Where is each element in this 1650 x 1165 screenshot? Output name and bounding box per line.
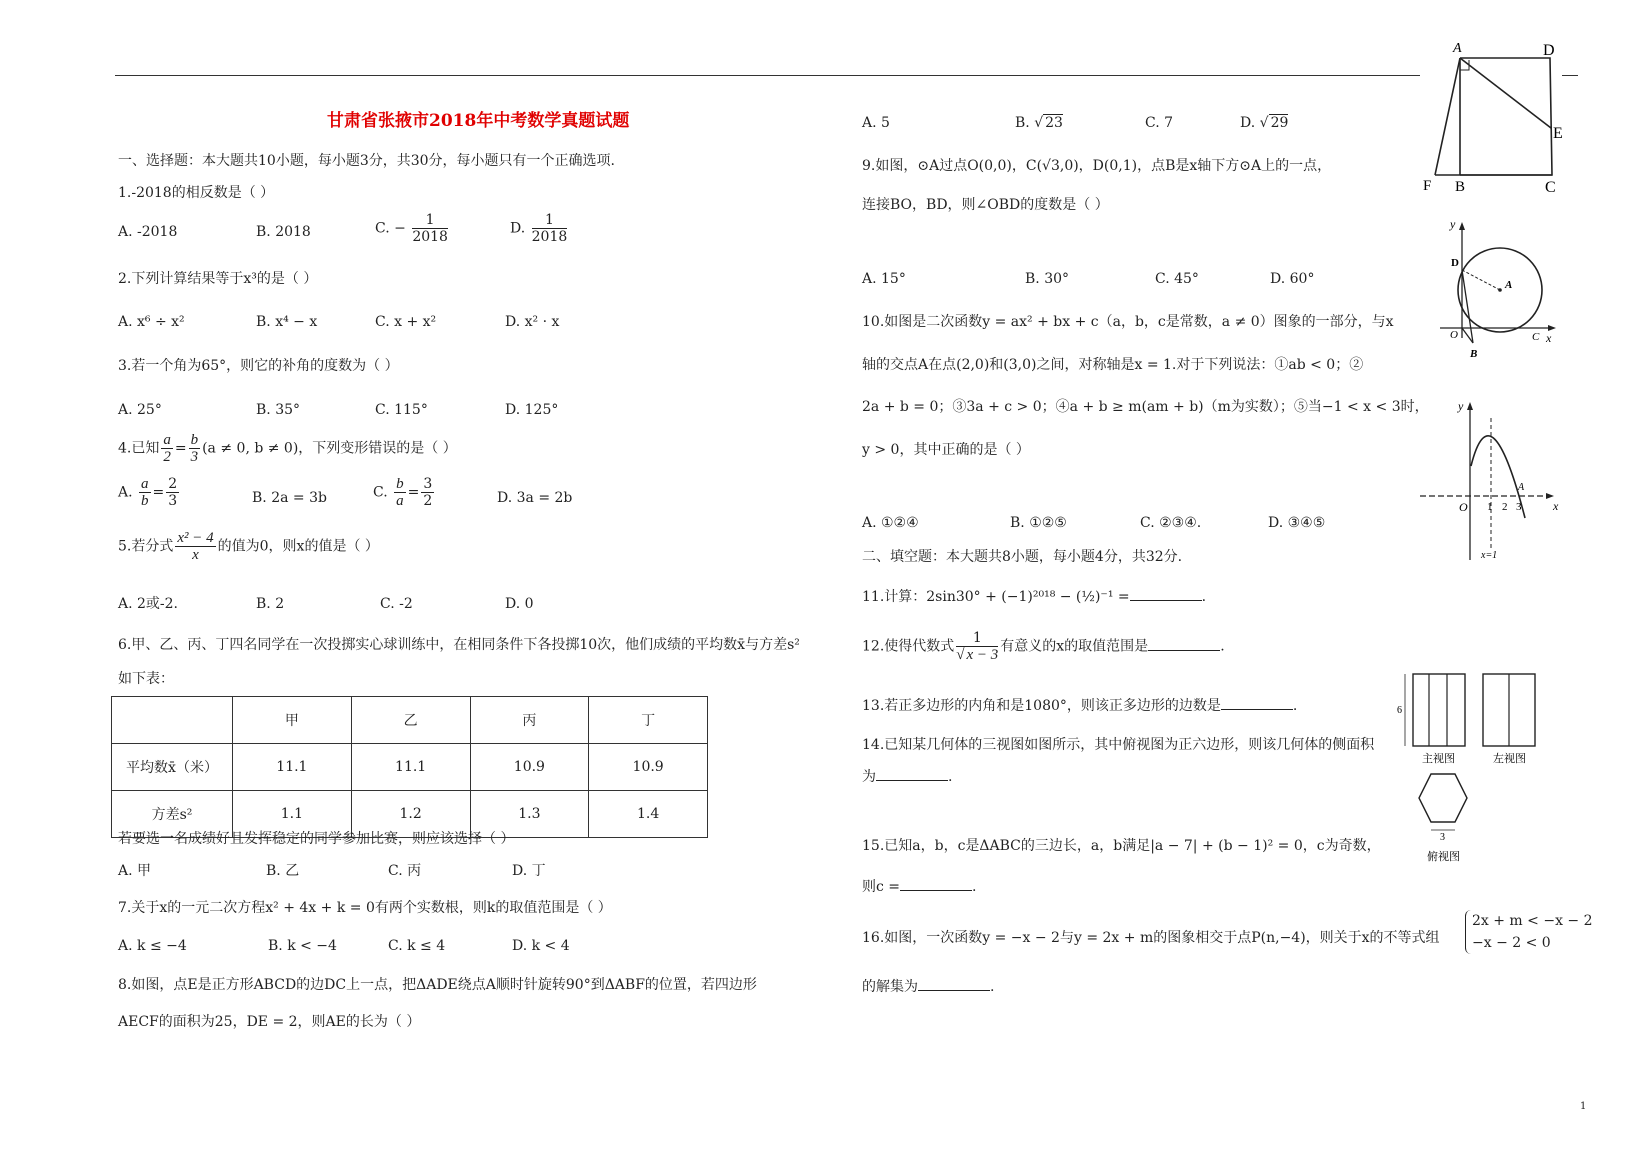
q2-option-c: C. x + x²	[375, 314, 437, 330]
q6-option-d: D. 丁	[512, 863, 546, 879]
fig9-label-x: x	[1546, 331, 1552, 345]
fig14-width-label: 3	[1440, 832, 1445, 843]
q1-option-b: B. 2018	[256, 224, 311, 240]
table-cell: 11.1	[233, 744, 352, 791]
page-title: 甘肃省张掖市2018年中考数学真题试题	[327, 111, 630, 131]
q8-d-label: D.	[1240, 115, 1256, 131]
fig9-label-y: y	[1450, 218, 1456, 231]
q6-stem1: 6.甲、乙、丙、丁四名同学在一次投掷实心球训练中，在相同条件下各投掷10次，他们成绩的平均数x̄与方差s²	[118, 637, 800, 653]
q9-option-c: C. 45°	[1155, 271, 1199, 287]
q13-line	[862, 697, 1297, 715]
q16-sys1: 2x + m < −x − 2	[1472, 913, 1593, 929]
fig9-label-b: B	[1470, 348, 1478, 358]
table-header-cell: 丙	[470, 697, 589, 744]
q12-end: .	[1220, 638, 1225, 655]
table-cell: 10.9	[470, 744, 589, 791]
fig10-label-3: 3	[1516, 501, 1522, 513]
q6-option-b: B. 乙	[266, 863, 300, 879]
fig9-circle-diagram	[1420, 218, 1560, 358]
table-header-cell: 丁	[589, 697, 708, 744]
q15-stem2: 则c =	[862, 879, 901, 895]
q1-stem: 1.-2018的相反数是（ ）	[118, 185, 275, 201]
q2-stem: 2.下列计算结果等于x³的是（ ）	[118, 271, 318, 287]
fig10-label-x: x	[1553, 499, 1559, 513]
q2-option-d: D. x² · x	[505, 314, 560, 330]
q10-option-b: B. ①②⑤	[1010, 515, 1067, 531]
q10-stem2: 轴的交点A在点(2,0)和(3,0)之间，对称轴是x = 1.对于下列说法：①ab < 0；②	[862, 357, 1364, 373]
q1-option-c: C. − $\frac{1}{2018}$	[375, 212, 448, 245]
q9-option-d: D. 60°	[1270, 271, 1315, 287]
table-header-cell	[112, 697, 233, 744]
fig8-label-f: F	[1423, 178, 1432, 194]
q4-stem-pre: 4.已知	[118, 440, 160, 457]
q8-stem1: 8.如图，点E是正方形ABCD的边DC上一点，把ΔADE绕点A顺时针旋转90°到ΔABF的位置，若四边形	[118, 977, 757, 993]
q7-stem: 7.关于x的一元二次方程x² + 4x + k = 0有两个实数根，则k的取值范围是（ ）	[118, 900, 612, 916]
q5-option-c: C. -2	[380, 596, 413, 612]
q15-line2	[862, 878, 976, 896]
q3-option-a: A. 25°	[118, 402, 162, 418]
q1-option-a: A. -2018	[118, 224, 178, 240]
q8-stem2: AECF的面积为25，DE = 2，则AE的长为（ ）	[118, 1014, 421, 1030]
q5-stem-pre: 5.若分式	[118, 538, 174, 555]
q8-option-b: B. √ 23	[1015, 115, 1063, 131]
q7-option-b: B. k < −4	[268, 938, 337, 954]
table-cell: 1.3	[470, 791, 589, 838]
q15-stem1: 15.已知a，b，c是ΔABC的三边长，a，b满足|a − 7| + (b − 1)² = 0，c为奇数，	[862, 838, 1381, 854]
q16-stem1: 16.如图，一次函数y = −x − 2与y = 2x + m的图象相交于点P(n,−4)，则关于x的不等式组	[862, 930, 1440, 946]
table-header-cell: 乙	[351, 697, 470, 744]
q10-option-a: A. ①②④	[862, 515, 919, 531]
q10-stem3: 2a + b = 0；③3a + c > 0；④a + b ≥ m(am + b)（m为实数）；⑤当−1 < x < 3时，	[862, 399, 1429, 415]
fig8-square-diagram	[1415, 38, 1570, 198]
q9-stem1: 9.如图，⊙A过点O(0,0)，C(√3,0)，D(0,1)，点B是x轴下方⊙A上的一点，	[862, 158, 1332, 174]
q13-blank	[1221, 697, 1293, 710]
q12-blank	[1148, 638, 1220, 651]
q14-line2	[862, 768, 952, 786]
fig14-left-view-label: 左视图	[1493, 753, 1526, 765]
q5-option-b: B. 2	[256, 596, 285, 612]
q9-option-a: A. 15°	[862, 271, 906, 287]
q5-stem	[118, 530, 379, 563]
q16-sys2: −x − 2 < 0	[1472, 935, 1551, 951]
fig10-label-1: 1	[1487, 501, 1493, 513]
q14-stem2: 为	[862, 769, 876, 785]
q11-stem: 11.计算：2sin30° + (−1)²⁰¹⁸ − (½)⁻¹ =	[862, 589, 1130, 605]
q1-d-label: D.	[510, 220, 526, 237]
fig8-label-b: B	[1455, 179, 1466, 195]
q15-end: .	[972, 879, 977, 895]
q16-end: .	[990, 979, 995, 995]
fig14-height-label: 6	[1397, 705, 1402, 716]
fig8-label-c: C	[1545, 179, 1556, 196]
fig8-label-e: E	[1553, 125, 1563, 142]
q4-stem-post: (a ≠ 0, b ≠ 0)，下列变形错误的是（ ）	[202, 440, 457, 457]
fig10-label-y: y	[1458, 399, 1464, 413]
q9-stem2: 连接BO，BD，则∠OBD的度数是（ ）	[862, 197, 1109, 213]
q14-blank	[876, 768, 948, 781]
table-row	[112, 744, 708, 791]
q7-option-a: A. k ≤ −4	[118, 938, 187, 954]
q16-stem2: 的解集为	[862, 979, 918, 995]
q5-option-d: D. 0	[505, 596, 534, 612]
q6-stem2: 如下表：	[118, 671, 174, 687]
q1-c-label: C.	[375, 220, 390, 237]
table-cell: 10.9	[589, 744, 708, 791]
q6-option-c: C. 丙	[388, 863, 422, 879]
header-rule	[115, 75, 1420, 76]
q8-option-a: A. 5	[862, 115, 890, 131]
q5-num: x² − 4	[177, 530, 214, 546]
q2-option-a: A. x⁶ ÷ x²	[118, 314, 185, 330]
q4-option-d: D. 3a = 2b	[497, 490, 573, 506]
q3-option-b: B. 35°	[256, 402, 301, 418]
q4-a-label: A.	[118, 484, 133, 501]
q12-num: 1	[956, 630, 998, 647]
fig10-parabola-graph	[1415, 398, 1565, 563]
q12-stem-pre: 12.使得代数式	[862, 638, 955, 655]
q8-option-d: D. √ 29	[1240, 115, 1289, 131]
q1-option-d	[510, 212, 569, 245]
q12-line: 12.使得代数式 $\frac{1}{√ x - 3}$ 有意义的x的取值范围是 .	[862, 630, 1225, 663]
q1-c-num: 1	[412, 212, 448, 229]
q15-blank	[900, 878, 972, 891]
q10-stem4: y > 0，其中正确的是（ ）	[862, 442, 1030, 458]
fig10-label-a: A	[1518, 482, 1525, 493]
fig9-label-a: A	[1505, 279, 1513, 291]
table-cell: 11.1	[351, 744, 470, 791]
q3-option-c: C. 115°	[375, 402, 428, 418]
q1-c-den: 2018	[412, 229, 448, 245]
section2-heading: 二、填空题：本大题共8小题，每小题4分，共32分.	[862, 549, 1183, 565]
q6-question: 若要选一名成绩好且发挥稳定的同学参加比赛，则应该选择（ ）	[118, 831, 515, 847]
fig14-three-views	[1395, 668, 1565, 873]
table-header-row	[112, 697, 708, 744]
table-cell: 1.4	[589, 791, 708, 838]
table-cell: 1.1	[233, 791, 352, 838]
q4-option-c: C. $\frac{b}{a}$ = $\frac{3}{2}$	[373, 476, 433, 509]
q8-b-label: B.	[1015, 115, 1030, 131]
q16-blank	[918, 978, 990, 991]
page-number: 1	[1580, 1101, 1587, 1112]
q1-d-num: 1	[532, 212, 568, 229]
q10-stem1: 10.如图是二次函数y = ax² + bx + c（a，b，c是常数，a ≠ 0）图象的一部分，与x	[862, 314, 1394, 330]
q14-end: .	[948, 769, 953, 785]
q5-stem-post: 的值为0，则x的值是（ ）	[217, 538, 379, 555]
q6-option-a: A. 甲	[118, 863, 152, 879]
table-row-label: 平均数x̄（米）	[112, 744, 233, 791]
q5-option-a: A. 2或-2.	[118, 596, 179, 612]
fig9-label-d: D	[1451, 257, 1459, 269]
fig9-label-o: O	[1450, 329, 1458, 341]
q13-end: .	[1292, 698, 1298, 714]
fig10-label-o: O	[1459, 500, 1468, 514]
fig9-label-c: C	[1532, 331, 1540, 343]
q4-stem: 4.已知 $\frac{a}{2}$ = $\frac{b}{3}$ (a ≠ 0, b ≠ 0)，下列变形错误的是（ ）	[118, 432, 457, 465]
q13-stem: 13.若正多边形的内角和是1080°，则该正多边形的边数是	[862, 698, 1221, 714]
fig10-axis-label: x=1	[1481, 550, 1498, 561]
q11-blank	[1130, 588, 1202, 601]
q5-den: x	[192, 547, 199, 563]
q2-option-b: B. x⁴ − x	[256, 314, 318, 330]
score-table	[111, 696, 708, 838]
table-cell: 1.2	[351, 791, 470, 838]
section1-heading: 一、选择题：本大题共10小题，每小题3分，共30分，每小题只有一个正确选项.	[118, 153, 615, 169]
q3-option-d: D. 125°	[505, 402, 559, 418]
fig10-label-2: 2	[1502, 501, 1508, 513]
q16-line2	[862, 978, 994, 996]
q4-c-label: C.	[373, 484, 388, 501]
q7-option-c: C. k ≤ 4	[388, 938, 446, 954]
q4-option-b: B. 2a = 3b	[252, 490, 327, 506]
q16-system	[1465, 910, 1593, 954]
q8-option-c: C. 7	[1145, 115, 1174, 131]
fig14-main-view-label: 主视图	[1422, 753, 1455, 765]
q9-option-b: B. 30°	[1025, 271, 1070, 287]
q14-stem1: 14.已知某几何体的三视图如图所示，其中俯视图为正六边形，则该几何体的侧面积	[862, 737, 1375, 753]
q8-b-value: 23	[1045, 115, 1063, 131]
q4-option-a: A. $\frac{a}{b}$ = $\frac{2}{3}$	[118, 476, 178, 509]
q11-line	[862, 588, 1206, 606]
table-row-label: 方差s²	[112, 791, 233, 838]
q10-option-c: C. ②③④.	[1140, 515, 1202, 531]
q8-d-value: 29	[1270, 115, 1289, 131]
q12-den: x − 3	[966, 647, 999, 663]
table-header-cell: 甲	[233, 697, 352, 744]
q3-stem: 3.若一个角为65°，则它的补角的度数为（ ）	[118, 358, 399, 374]
q11-end: .	[1201, 589, 1207, 605]
q7-option-d: D. k < 4	[512, 938, 570, 954]
fig8-label-d: D	[1543, 42, 1555, 59]
q10-option-d: D. ③④⑤	[1268, 515, 1326, 531]
fig14-top-view-label: 俯视图	[1427, 851, 1460, 863]
q12-stem-post: 有意义的x的取值范围是	[1000, 638, 1149, 655]
q1-d-den: 2018	[531, 229, 568, 245]
fig8-label-a: A	[1453, 41, 1462, 56]
